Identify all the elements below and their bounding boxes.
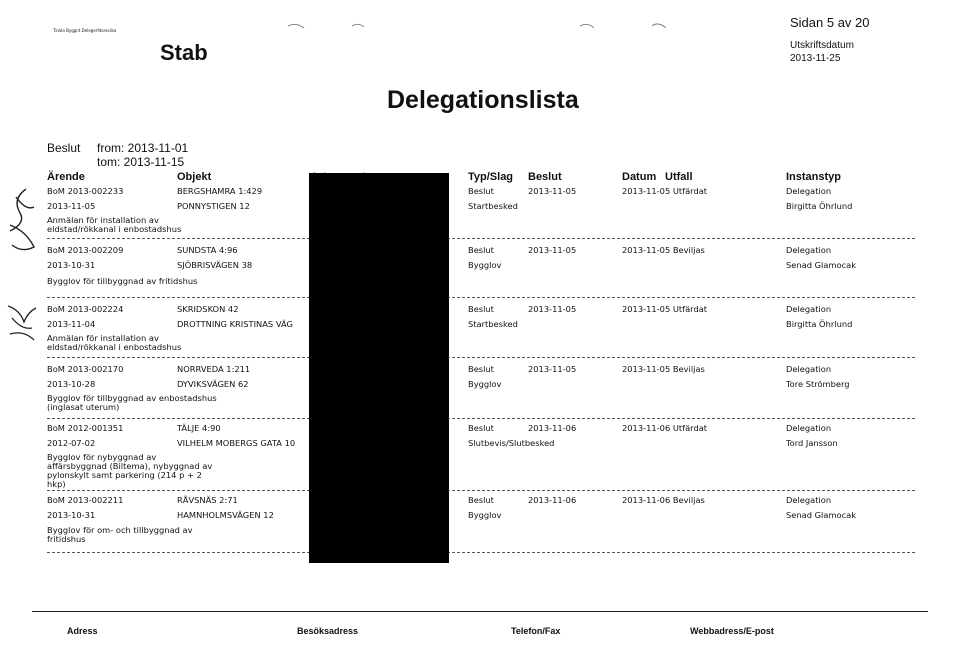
adress: HAMNHOLMSVÄGEN 12 <box>177 510 274 520</box>
typ: Beslut <box>468 245 494 255</box>
arende-nr: BoM 2013-002233 <box>47 186 124 196</box>
arende-datum: 2013-10-31 <box>47 260 96 270</box>
slag: Startbesked <box>468 319 518 329</box>
beskrivning: Bygglov för tillbyggnad av enbostadshus (inglasat uterum) <box>47 393 217 412</box>
instanstyp: Delegation <box>786 186 832 196</box>
adress: PONNYSTIGEN 12 <box>177 201 250 211</box>
row-separator <box>47 357 915 358</box>
slag: Slutbevis/Slutbesked <box>468 438 555 448</box>
datum-utfall: 2013-11-05 Utfärdat <box>622 304 708 314</box>
beslut-datum: 2013-11-06 <box>528 495 577 505</box>
row-separator <box>47 238 915 239</box>
typ: Beslut <box>468 423 494 433</box>
datum-utfall: 2013-11-05 Utfärdat <box>622 186 708 196</box>
objekt: BERGSHAMRA 1:429 <box>177 186 263 196</box>
beslut-datum: 2013-11-05 <box>528 186 577 196</box>
row-separator <box>47 418 915 419</box>
arende-nr: BoM 2012-001351 <box>47 423 124 433</box>
objekt: TÄLJE 4:90 <box>177 423 221 433</box>
col-beslut: Beslut <box>528 171 562 183</box>
objekt: RÅVSNÄS 2:71 <box>177 495 238 505</box>
arende-nr: BoM 2013-002224 <box>47 304 124 314</box>
datum-utfall: 2013-11-05 Beviljas <box>622 364 705 374</box>
typ: Beslut <box>468 304 494 314</box>
beslut-datum: 2013-11-05 <box>528 304 577 314</box>
filter-tom: tom: 2013-11-15 <box>97 155 185 169</box>
col-typ: Typ/Slag <box>468 171 514 183</box>
beslut-datum: 2013-11-05 <box>528 364 577 374</box>
page-number: Sidan 5 av 20 <box>790 15 870 30</box>
beslut-datum: 2013-11-06 <box>528 423 577 433</box>
objekt: SKRIDSKON 42 <box>177 304 239 314</box>
slag: Bygglov <box>468 510 502 520</box>
footer-webb: Webbadress/E-post <box>690 626 774 636</box>
beskrivning: Anmälan för installation av eldstad/rökkanal i enbostadshus <box>47 333 182 352</box>
handlaggare: Birgitta Öhrlund <box>786 319 853 329</box>
objekt: NORRVEDA 1:211 <box>177 364 251 374</box>
print-date-label: Utskriftsdatum <box>790 40 854 51</box>
filter-from: from: 2013-11-01 <box>97 141 189 155</box>
adress: DYVIKSVÄGEN 62 <box>177 379 249 389</box>
typ: Beslut <box>468 364 494 374</box>
row-separator <box>47 297 915 298</box>
slag: Bygglov <box>468 379 502 389</box>
arende-datum: 2012-07-02 <box>47 438 96 448</box>
arende-datum: 2013-11-04 <box>47 319 96 329</box>
adress: VILHELM MOBERGS GATA 10 <box>177 438 296 448</box>
col-datum: Datum <box>622 171 657 183</box>
header-tiny-text: Tinklo Byggnt Delegerfdsreslisa <box>53 28 117 33</box>
filter-label: Beslut <box>47 141 81 155</box>
datum-utfall: 2013-11-06 Utfärdat <box>622 423 708 433</box>
col-arende: Ärende <box>47 171 85 183</box>
handlaggare: Birgitta Öhrlund <box>786 201 853 211</box>
instanstyp: Delegation <box>786 364 832 374</box>
footer-rule <box>32 611 928 612</box>
arende-datum: 2013-10-31 <box>47 510 96 520</box>
arende-datum: 2013-11-05 <box>47 201 96 211</box>
slag: Startbesked <box>468 201 518 211</box>
arende-nr: BoM 2013-002209 <box>47 245 124 255</box>
beskrivning: Anmälan för installation av eldstad/rökkanal i enbostadshus <box>47 215 182 234</box>
instanstyp: Delegation <box>786 304 832 314</box>
arende-datum: 2013-10-28 <box>47 379 96 389</box>
handlaggare: Senad Glamocak <box>786 260 857 270</box>
arende-nr: BoM 2013-002211 <box>47 495 124 505</box>
page-title: Delegationslista <box>387 86 579 114</box>
handlaggare: Senad Glamocak <box>786 510 857 520</box>
instanstyp: Delegation <box>786 423 832 433</box>
handlaggare: Tord Jansson <box>786 438 838 448</box>
beslut-datum: 2013-11-05 <box>528 245 577 255</box>
instanstyp: Delegation <box>786 495 832 505</box>
footer-adress: Adress <box>67 626 98 636</box>
datum-utfall: 2013-11-06 Beviljas <box>622 495 705 505</box>
handlaggare: Tore Strömberg <box>786 379 850 389</box>
typ: Beslut <box>468 186 494 196</box>
adress: DROTTNING KRISTINAS VÄG <box>177 319 293 329</box>
col-instanstyp: Instanstyp <box>786 171 842 183</box>
scan-marks <box>280 18 700 32</box>
footer-besoksadress: Besöksadress <box>297 626 359 636</box>
beskrivning: Bygglov för nybyggnad av affärsbyggnad (Biltema), nybyggnad av pylonskylt samt parkering (214 p + 2 hkp) <box>47 452 213 489</box>
print-date: 2013-11-25 <box>790 53 841 64</box>
row-separator <box>47 552 915 553</box>
beskrivning: Bygglov för om- och tillbyggnad av fritidshus <box>47 525 193 544</box>
beskrivning: Bygglov för tillbyggnad av fritidshus <box>47 276 198 286</box>
arende-nr: BoM 2013-002170 <box>47 364 124 374</box>
redaction-block <box>309 173 449 563</box>
handwritten-initials <box>2 185 46 260</box>
adress: SJÖBRISVÄGEN 38 <box>177 260 253 270</box>
slag: Bygglov <box>468 260 502 270</box>
org-name: Stab <box>160 40 208 65</box>
datum-utfall: 2013-11-05 Beviljas <box>622 245 705 255</box>
handwritten-initials <box>2 298 42 346</box>
col-objekt: Objekt <box>177 171 212 183</box>
col-utfall: Utfall <box>665 171 693 183</box>
row-separator <box>47 490 915 491</box>
instanstyp: Delegation <box>786 245 832 255</box>
objekt: SUNDSTA 4:96 <box>177 245 238 255</box>
footer-telefon: Telefon/Fax <box>511 626 561 636</box>
typ: Beslut <box>468 495 494 505</box>
